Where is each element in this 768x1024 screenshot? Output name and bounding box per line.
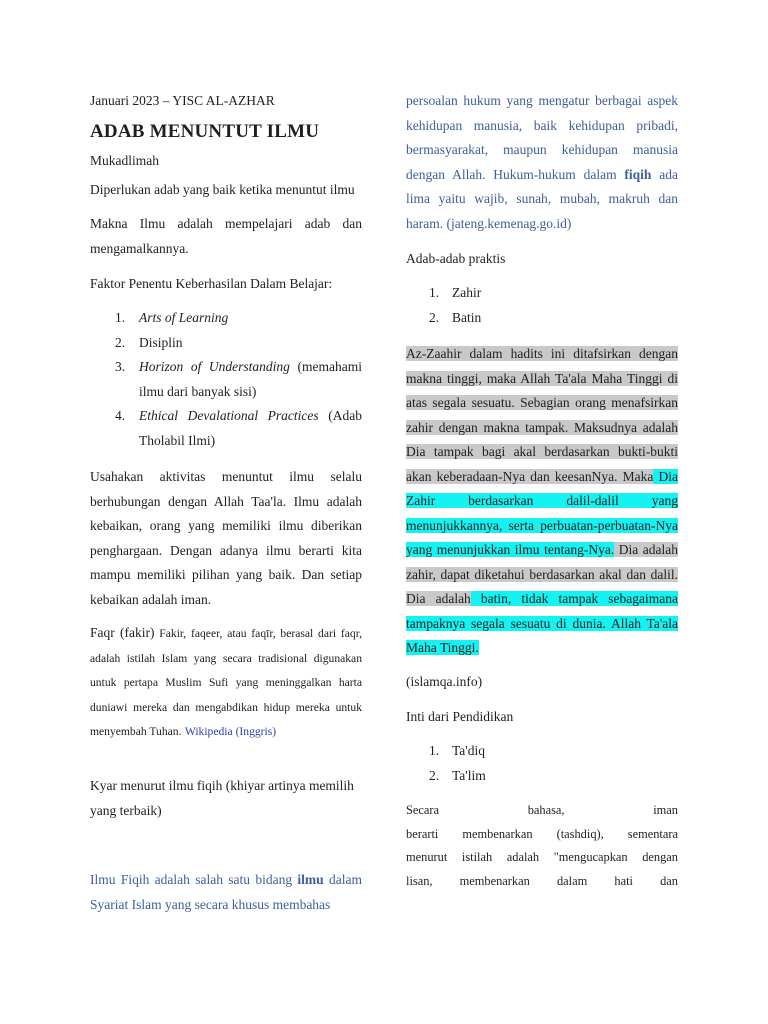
iman-paragraph: Secara bahasa, iman berarti membenarkan (tashdiq), sementara menurut istilah adalah "mengucapkan dengan lisan, membenarkan dalam hati dan	[406, 803, 678, 888]
list-item: 2. Disiplin	[90, 331, 362, 356]
list-item: 2. Ta'lim	[406, 764, 678, 789]
faktor-heading: Faktor Penentu Keberhasilan Dalam Belajar:	[90, 276, 333, 291]
paragraph-makna-ilmu: Makna Ilmu adalah mempelajari adab dan mengamalkannya.	[90, 216, 362, 256]
section-mukadlimah: Mukadlimah	[90, 153, 159, 168]
fiqih-continuation: persoalan hukum yang mengatur berbagai aspek kehidupan manusia, baik kehidupan pribadi, bermasyarakat, maupun kehidupan manusia dengan Allah. Hukum-hukum dalam fiqih ada lima yaitu wajib, sunah, mubah, makruh dan haram. (jateng.kemenag.go.id)	[406, 93, 679, 231]
date-org-line: Januari 2023 – YISC AL-AZHAR	[90, 93, 275, 108]
list-number: 4.	[115, 408, 126, 423]
list-item: 1. Ta'diq	[406, 739, 678, 764]
list-number: 1.	[429, 743, 440, 758]
list-number: 2.	[115, 334, 126, 350]
list-item: 1. Zahir	[406, 281, 678, 306]
paragraph-adab: Diperlukan adab yang baik ketika menuntut ilmu	[90, 182, 355, 197]
page-title: ADAB MENUNTUT ILMU	[90, 121, 320, 142]
list-number: 1.	[115, 310, 126, 325]
faqr-term: Faqr (fakir)	[90, 625, 155, 640]
list-item: 1. Arts of Learning	[90, 306, 362, 331]
inti-heading: Inti dari Pendidikan	[406, 709, 514, 724]
fiqih-paragraph: Ilmu Fiqih adalah salah satu bidang ilmu dalam Syariat Islam yang secara khusus membahas	[90, 872, 362, 912]
list-number: 3.	[115, 359, 126, 374]
adab-list	[406, 281, 678, 330]
wikipedia-link[interactable]: Wikipedia (Inggris)	[184, 725, 277, 738]
adab-heading: Adab-adab praktis	[406, 251, 506, 266]
gray-highlight: Az-Zaahir dalam hadits ini ditafsirkan dengan makna tinggi, maka Allah Ta'ala Maha Tinggi di atas segala sesuatu. Sebagian orang menafsirkan zahir dengan makna tampak. Maksudnya adalah Dia tampak bagi akal berdasarkan bukti-bukti akan keberadaan-Nya dan keesanNya. Maka	[406, 346, 678, 484]
cyan-highlight: Dia Zahir berdasarkan dalil-dalil yang menunjukkannya, serta perbuatan-perbuatan-Nya yang menunjukkan ilmu tentang-Nya.	[406, 468, 678, 557]
list-number: 2.	[429, 767, 440, 783]
cyan-highlight: batin, tidak tampak sebagaimana tampaknya segala sesuatu di dunia. Allah Ta'ala Maha Tinggi.	[406, 591, 678, 655]
list-item: 2. Batin	[406, 306, 678, 331]
list-number: 1.	[429, 285, 440, 300]
list-item: 4. Ethical Devalational Practices (Adab Tholabil Ilmi)	[90, 404, 362, 453]
faktor-list	[90, 306, 362, 453]
list-item: 3. Horizon of Understanding (memahami ilmu dari banyak sisi)	[90, 355, 362, 404]
gray-highlight: Dia adalah zahir, dapat diketahui berdasarkan akal dan dalil. Dia adalah	[406, 542, 679, 606]
paragraph-khiyar: Kyar menurut ilmu fiqih (khiyar artinya memilih yang terbaik)	[90, 778, 354, 818]
list-number: 2.	[429, 309, 440, 325]
inti-list	[406, 739, 678, 788]
faqr-definition: Faqr (fakir) Fakir, faqeer, atau faqīr, berasal dari faqr, adalah istilah Islam yang secara tradisional digunakan untuk pertapa Muslim Sufi yang meninggalkan harta duniawi mereka dan mengabdikan hidup mereka untuk menyembah Tuhan. Wikipedia (Inggris)	[90, 625, 362, 738]
source-citation: (islamqa.info)	[406, 674, 483, 689]
paragraph-usahakan: Usahakan aktivitas menuntut ilmu selalu berhubungan dengan Allah Taa'la. Ilmu adalah kebaikan, orang yang memiliki ilmu diberikan penghargaan. Dengan adanya ilmu berarti kita mampu memiliki pilihan yang baik. Dan setiap kebaikan adalah iman.	[90, 469, 362, 607]
zahir-highlighted-paragraph	[406, 342, 678, 661]
